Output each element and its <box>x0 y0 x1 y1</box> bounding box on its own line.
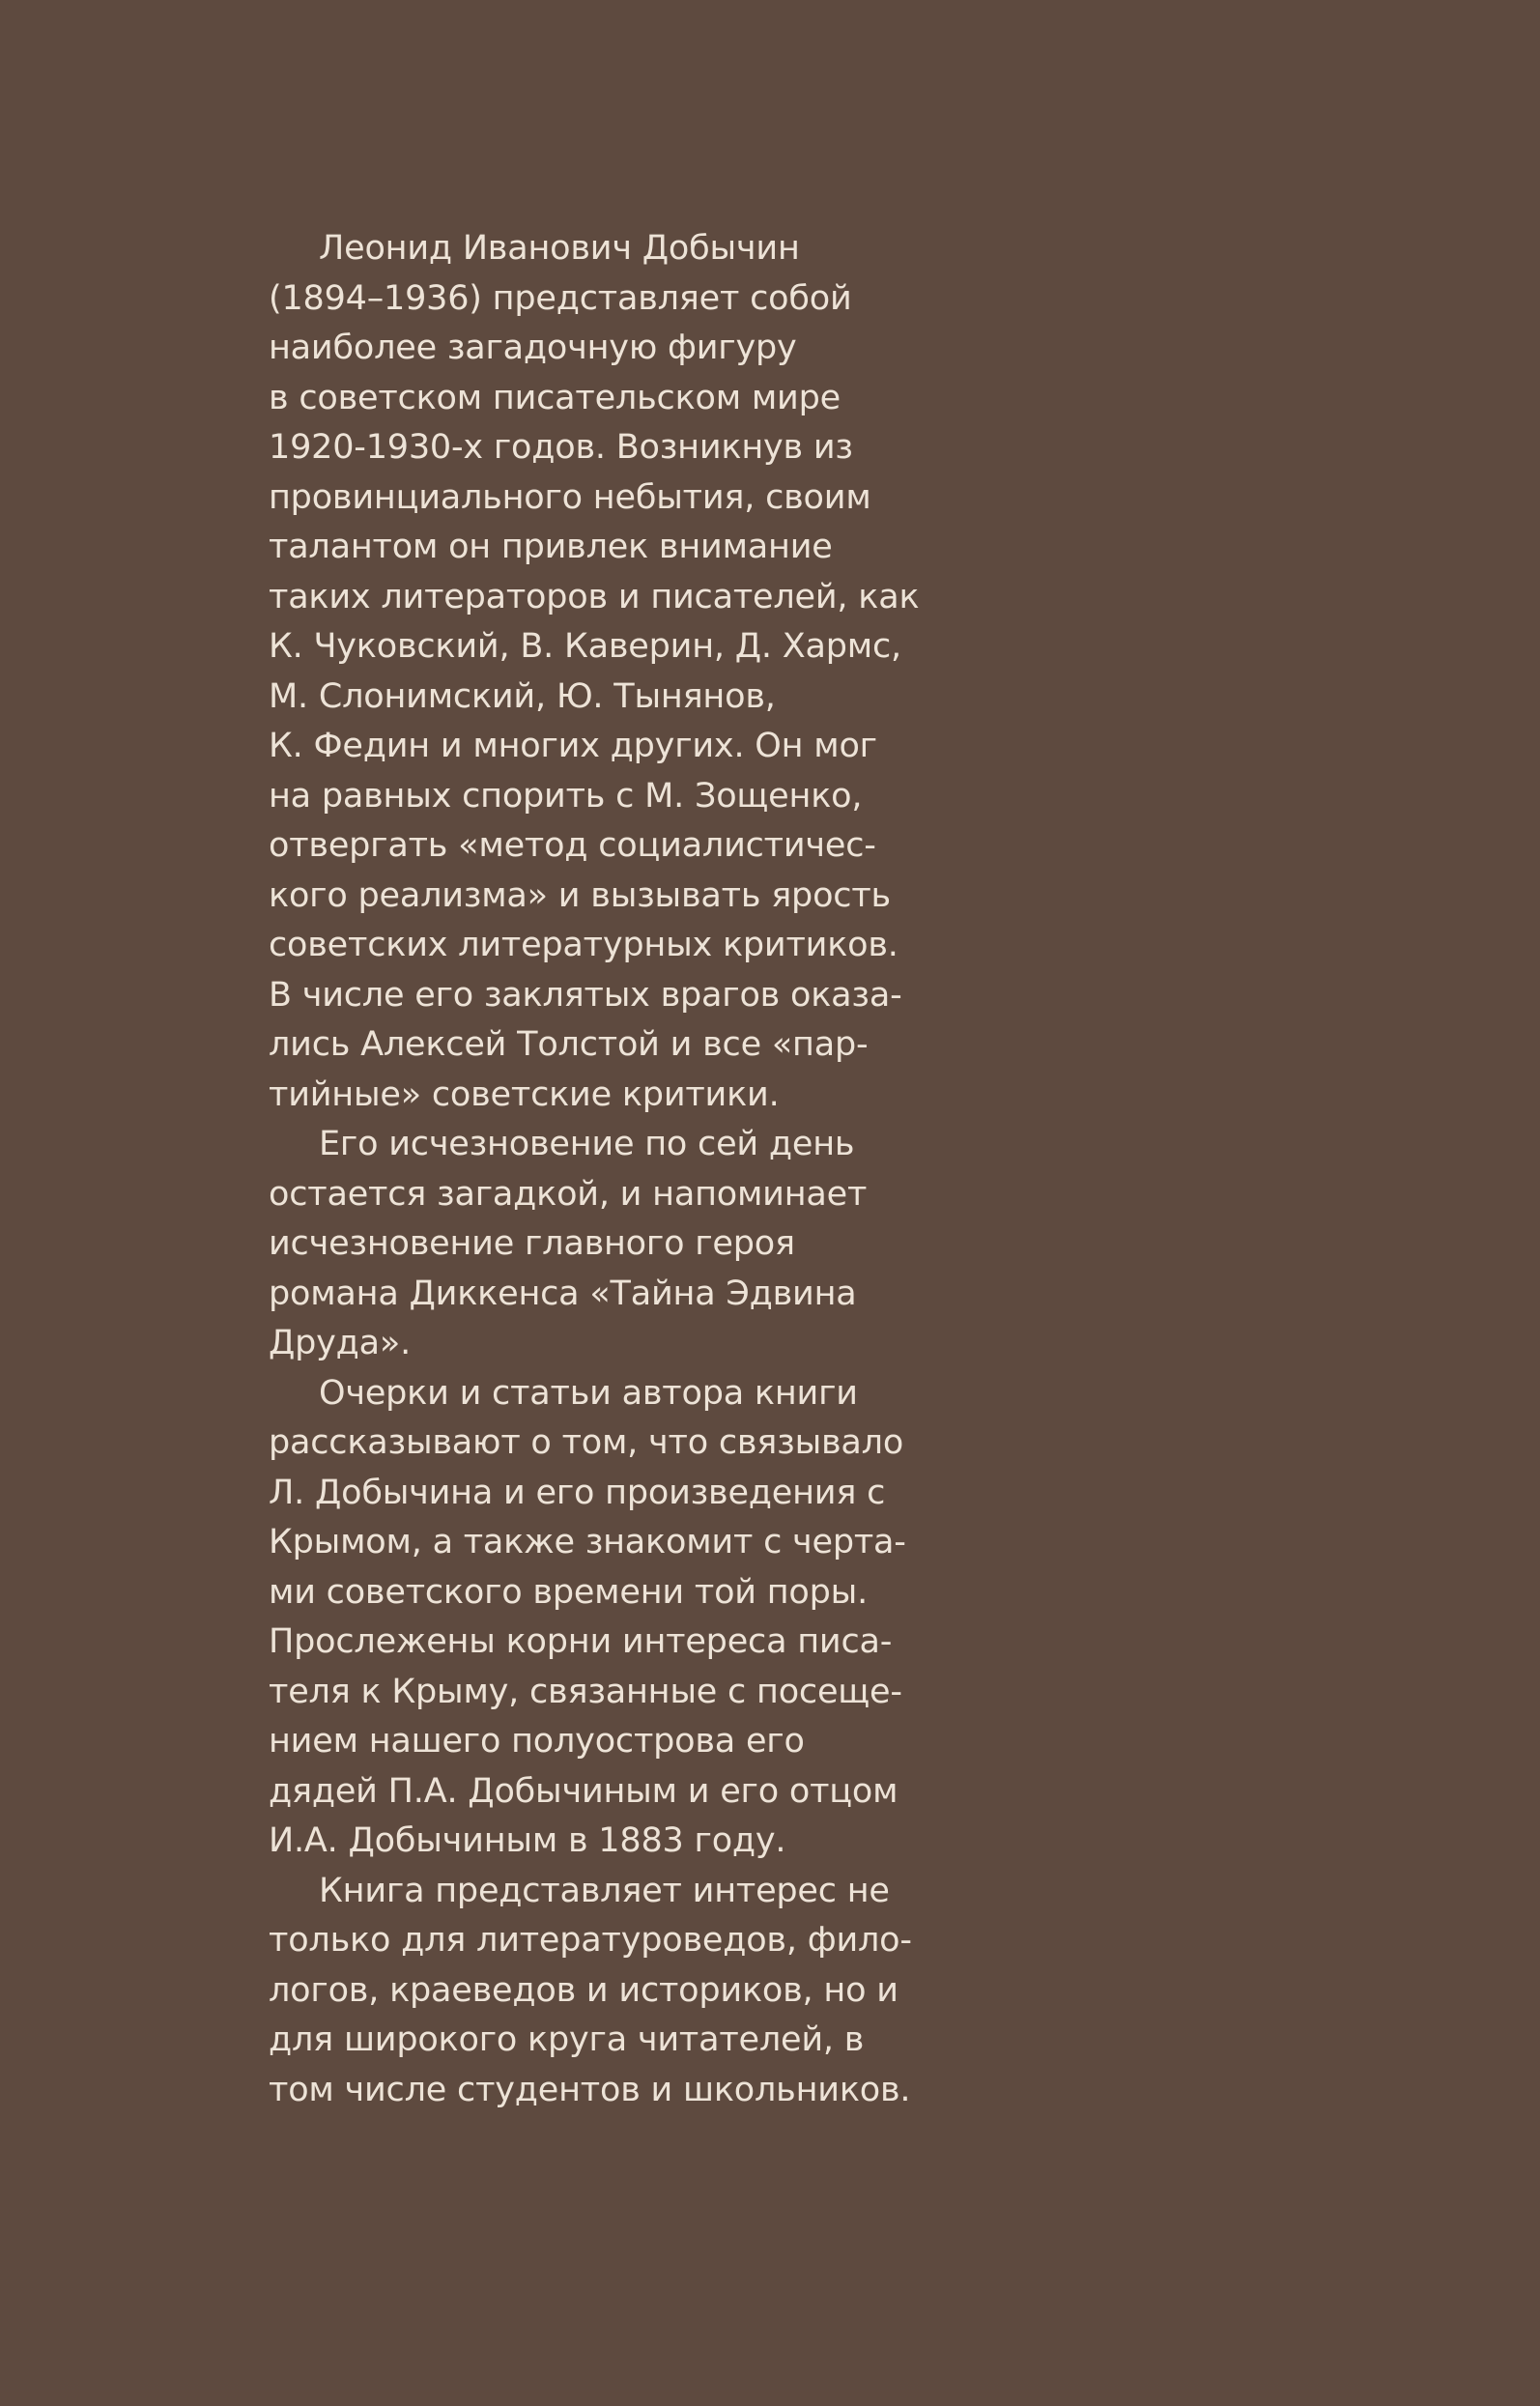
text-line: М. Слонимский, Ю. Тынянов, <box>269 676 776 716</box>
text-line: романа Диккенса «Тайна Эдвина <box>269 1274 857 1313</box>
paragraph-2 <box>269 1120 935 1369</box>
text-line: кого реализма» и вызывать ярость <box>269 875 891 915</box>
text-line: остается загадкой, и напоминает <box>269 1174 868 1214</box>
text-line: ми советского времени той поры. <box>269 1572 869 1612</box>
text-line: исчезновение главного героя <box>269 1224 795 1263</box>
text-line: рассказывают о том, что связывало <box>269 1423 904 1462</box>
text-line: К. Федин и многих других. Он мог <box>269 727 877 765</box>
text-line: таких литераторов и писателей, как <box>269 577 920 616</box>
paragraph-3 <box>269 1369 935 1867</box>
text-line: тийные» советские критики. <box>269 1074 780 1114</box>
text-line: Друда». <box>269 1324 412 1362</box>
text-line: для широкого круга читателей, в <box>269 2020 865 2059</box>
text-line: наиболее загадочную фигуру <box>269 329 797 367</box>
text-line: лись Алексей Толстой и все «пар- <box>269 1025 869 1064</box>
text-line: логов, краеведов и историков, но и <box>269 1970 898 2010</box>
text-line: нием нашего полуострова его <box>269 1722 805 1761</box>
text-line: теля к Крыму, связанные с посеще- <box>269 1672 902 1711</box>
text-line: дядей П.А. Добычиным и его отцом <box>269 1771 898 1811</box>
text-line: на равных спорить с М. Зощенко, <box>269 776 863 816</box>
text-line: К. Чуковский, В. Каверин, Д. Хармс, <box>269 627 901 666</box>
text-line: отвергать «метод социалистичес- <box>269 826 876 865</box>
text-line: в советском писательском мире <box>269 378 841 417</box>
text-line: Леонид Иванович Добычин <box>319 229 800 268</box>
text-line: В числе его заклятых врагов оказа- <box>269 975 902 1015</box>
paragraph-1 <box>269 224 935 1120</box>
text-line: Прослежены корни интереса писа- <box>269 1622 893 1661</box>
text-line: (1894–1936) представляет собой <box>269 278 852 318</box>
text-line: Книга представляет интерес не <box>319 1871 890 1910</box>
text-line: провинциального небытия, своим <box>269 477 871 517</box>
text-line: Его исчезновение по сей день <box>319 1125 855 1163</box>
text-line: Крымом, а также знакомит с черта- <box>269 1523 906 1561</box>
text-line: 1920-1930-х годов. Возникнув из <box>269 428 853 467</box>
text-line: талантом он привлек внимание <box>269 528 833 566</box>
annotation-text <box>269 224 935 2115</box>
text-line: только для литературоведов, фило- <box>269 1921 912 1960</box>
text-line: советских литературных критиков. <box>269 926 898 964</box>
paragraph-4 <box>269 1867 935 2116</box>
text-line: Л. Добычина и его произведения с <box>269 1473 886 1512</box>
text-line: том числе студентов и школьников. <box>269 2070 911 2109</box>
text-line: И.А. Добычиным в 1883 году. <box>269 1821 786 1860</box>
text-line: Очерки и статьи автора книги <box>319 1373 858 1413</box>
